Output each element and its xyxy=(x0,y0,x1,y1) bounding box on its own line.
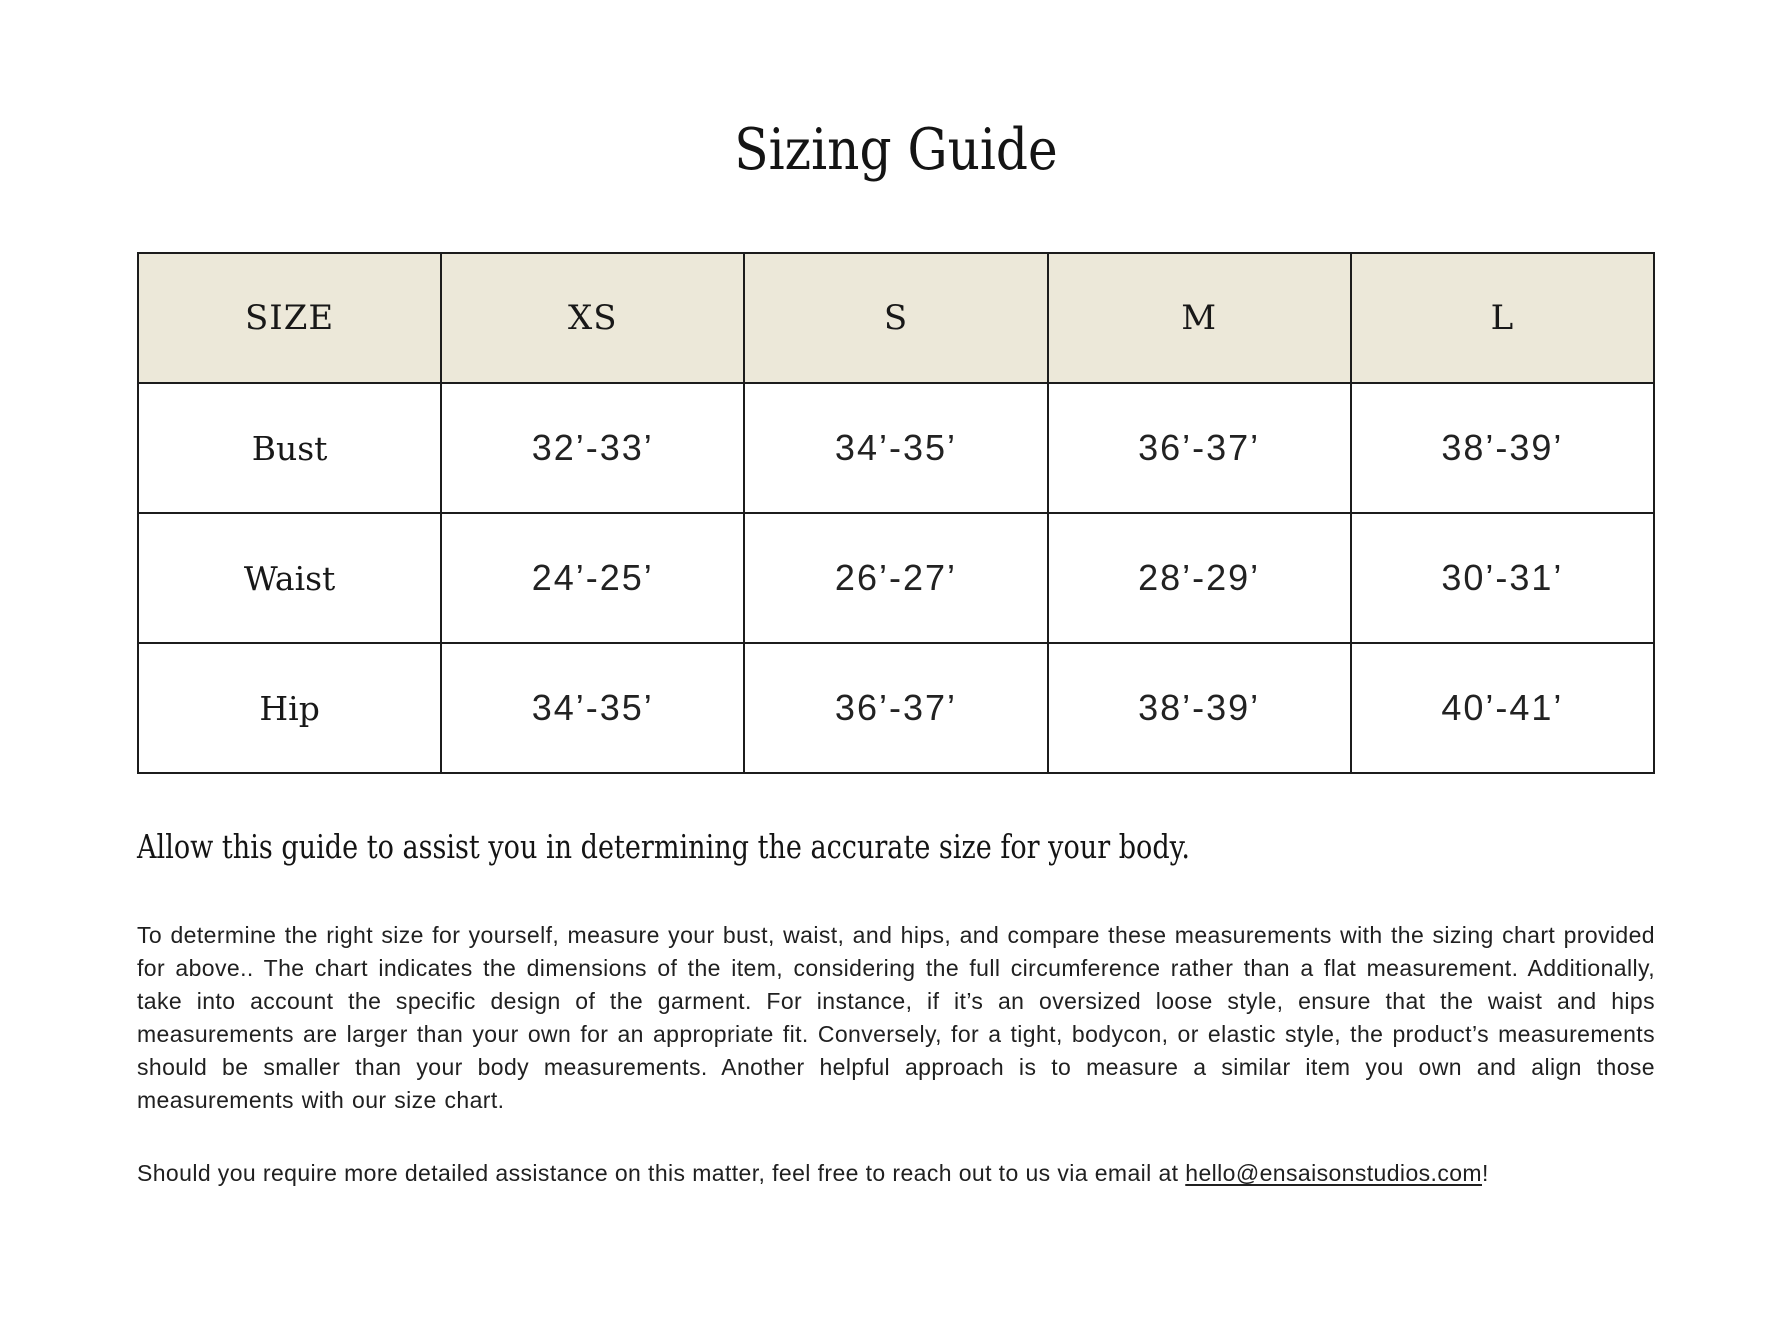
contact-line xyxy=(137,1157,1655,1190)
row-label-hip: Hip xyxy=(138,643,441,773)
bust-m-value: 36’-37’ xyxy=(1048,383,1351,513)
contact-text-prefix: Should you require more detailed assistance on this matter, feel free to reach out to us via email at xyxy=(137,1160,1186,1187)
row-label-bust: Bust xyxy=(138,383,441,513)
page-title: Sizing Guide xyxy=(734,117,1058,183)
table-row-hip xyxy=(138,643,1654,773)
size-chart-header-row xyxy=(138,253,1654,383)
sizing-instructions-paragraph: To determine the right size for yourself, measure your bust, waist, and hips, and compare these measurements with the sizing chart provided for above.. The chart indicates the dimensions of the item, considering the full circumference rather than a flat measurement. Additionally, take into account the specific design of the garment. For instance, if it’s an oversized loose style, ensure that the waist and hips measurements are larger than your own for an appropriate fit. Conversely, for a tight, bodycon, or elastic style, the product’s measurements should be smaller than your body measurements. Another helpful approach is to measure a similar item you own and align those measurements with our size chart. xyxy=(137,922,1655,1114)
contact-text-suffix: ! xyxy=(1481,1160,1489,1187)
sizing-guide-page xyxy=(0,116,1792,1344)
table-row-waist xyxy=(138,513,1654,643)
column-header-s: S xyxy=(744,253,1047,383)
hip-s-value: 36’-37’ xyxy=(744,643,1047,773)
bust-xs-value: 32’-33’ xyxy=(441,383,744,513)
column-header-m: M xyxy=(1048,253,1351,383)
guide-subtitle: Allow this guide to assist you in determining the accurate size for your body. xyxy=(137,827,1190,867)
bust-l-value: 38’-39’ xyxy=(1351,383,1654,513)
row-label-waist: Waist xyxy=(138,513,441,643)
hip-m-value: 38’-39’ xyxy=(1048,643,1351,773)
column-header-size: SIZE xyxy=(138,253,441,383)
waist-xs-value: 24’-25’ xyxy=(441,513,744,643)
waist-s-value: 26’-27’ xyxy=(744,513,1047,643)
waist-l-value: 30’-31’ xyxy=(1351,513,1654,643)
hip-xs-value: 34’-35’ xyxy=(441,643,744,773)
column-header-xs: XS xyxy=(441,253,744,383)
waist-m-value: 28’-29’ xyxy=(1048,513,1351,643)
bust-s-value: 34’-35’ xyxy=(744,383,1047,513)
size-chart-table xyxy=(137,252,1655,774)
table-row-bust xyxy=(138,383,1654,513)
hip-l-value: 40’-41’ xyxy=(1351,643,1654,773)
column-header-l: L xyxy=(1351,253,1654,383)
contact-email-link[interactable]: hello@ensaisonstudios.com xyxy=(1185,1160,1482,1187)
